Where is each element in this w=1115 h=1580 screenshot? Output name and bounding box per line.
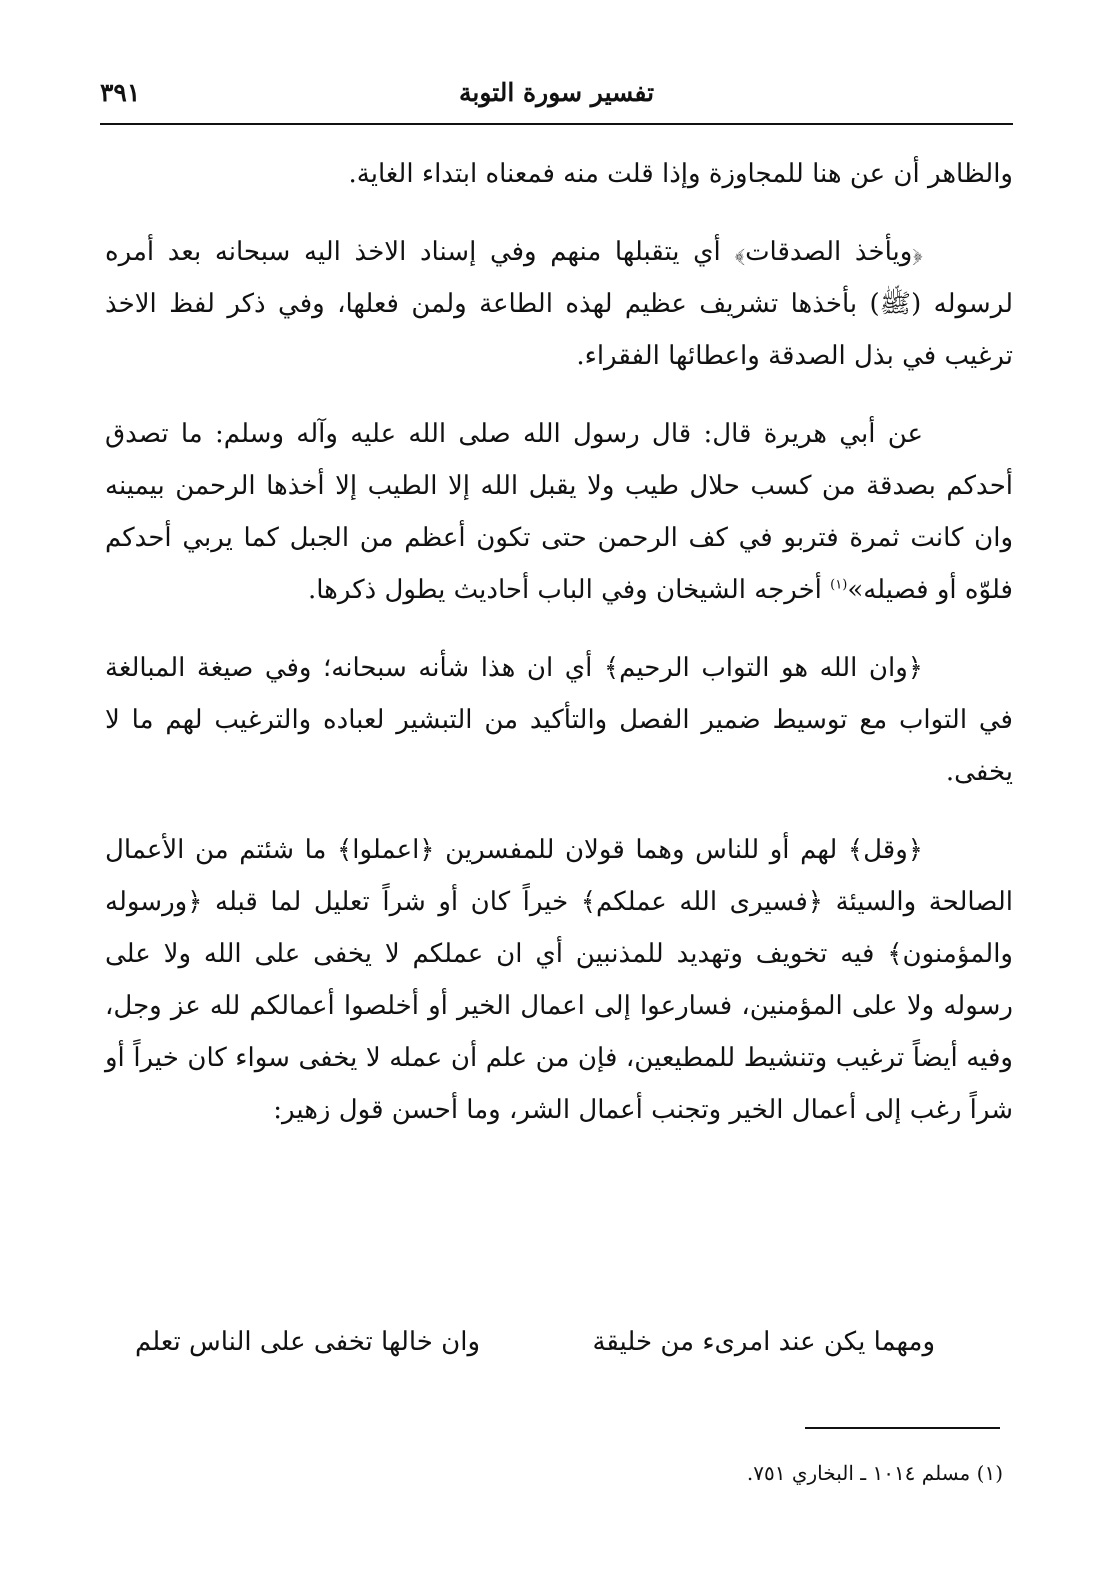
verse-second-hemistich: وان خالها تخفى على الناس تعلم (135, 1327, 480, 1357)
footnote-reference[interactable]: (١) (830, 577, 848, 593)
header-divider (100, 123, 1013, 125)
page-number: ٣٩١ (100, 78, 141, 107)
page-header (100, 78, 1013, 122)
paragraph-3 (105, 408, 1013, 616)
paragraph-2: ﴿ويأخذ الصدقات﴾ أي يتقبلها منهم وفي إسناد الاخذ اليه سبحانه بعد أمره لرسوله (ﷺ) بأخذها تشريف عظيم لهذه الطاعة ولمن فعلها، وفي ذكر لفظ الاخذ ترغيب في بذل الصدقة واعطائها الفقراء. (105, 237, 1013, 371)
paragraph-3-text-before: عن أبي هريرة قال: قال رسول الله صلى الله عليه وآله وسلم: ما تصدق أحدكم بصدقة من كسب حلال طيب ولا يقبل الله إلا الطيب إلا أخذها الرحمن بيمينه وان كانت ثمرة فتربو في كف الرحمن حتى تكون أعظم من الجبل كما يربي أحدكم فلوّه أو فصيله» (105, 419, 1013, 605)
footnote: (١) مسلم ١٠١٤ ـ البخاري ٧٥١. (746, 1461, 1003, 1485)
paragraph-5: ﴿وقل﴾ لهم أو للناس وهما قولان للمفسرين ﴿اعملوا﴾ ما شئتم من الأعمال الصالحة والسيئة ﴿فسيرى الله عملكم﴾ خيراً كان أو شراً تعليل لما قبله ﴿ورسوله والمؤمنون﴾ فيه تخويف وتهديد للمذنبين أي ان عملكم لا يخفى على الله ولا على رسوله ولا على المؤمنين، فسارعوا إلى اعمال الخير أو أخلصوا أعمالكم لله عز وجل، وفيه أيضاً ترغيب وتنشيط للمطيعين، فإن من علم أن عمله لا يخفى سواء كان خيراً أو شراً رغب إلى أعمال الخير وتجنب أعمال الشر، وما أحسن قول زهير: (105, 835, 1013, 1125)
verse-first-hemistich: ومهما يكن عند امرىء من خليقة (592, 1327, 935, 1357)
footnote-divider (805, 1427, 1000, 1429)
paragraph-3-text-after: أخرجه الشيخان وفي الباب أحاديث يطول ذكرها. (307, 575, 831, 605)
paragraph-4: ﴿وان الله هو التواب الرحيم﴾ أي ان هذا شأنه سبحانه؛ وفي صيغة المبالغة في التواب مع توسيط ضمير الفصل والتأكيد من التبشير لعباده والترغيب لهم ما لا يخفى. (105, 653, 1013, 787)
paragraph-1: والظاهر أن عن هنا للمجاوزة وإذا قلت منه فمعناه ابتداء الغاية. (348, 159, 1013, 189)
main-text (105, 148, 1013, 1136)
running-title: تفسير سورة التوبة (458, 78, 655, 107)
poetry-verse (135, 1316, 935, 1368)
